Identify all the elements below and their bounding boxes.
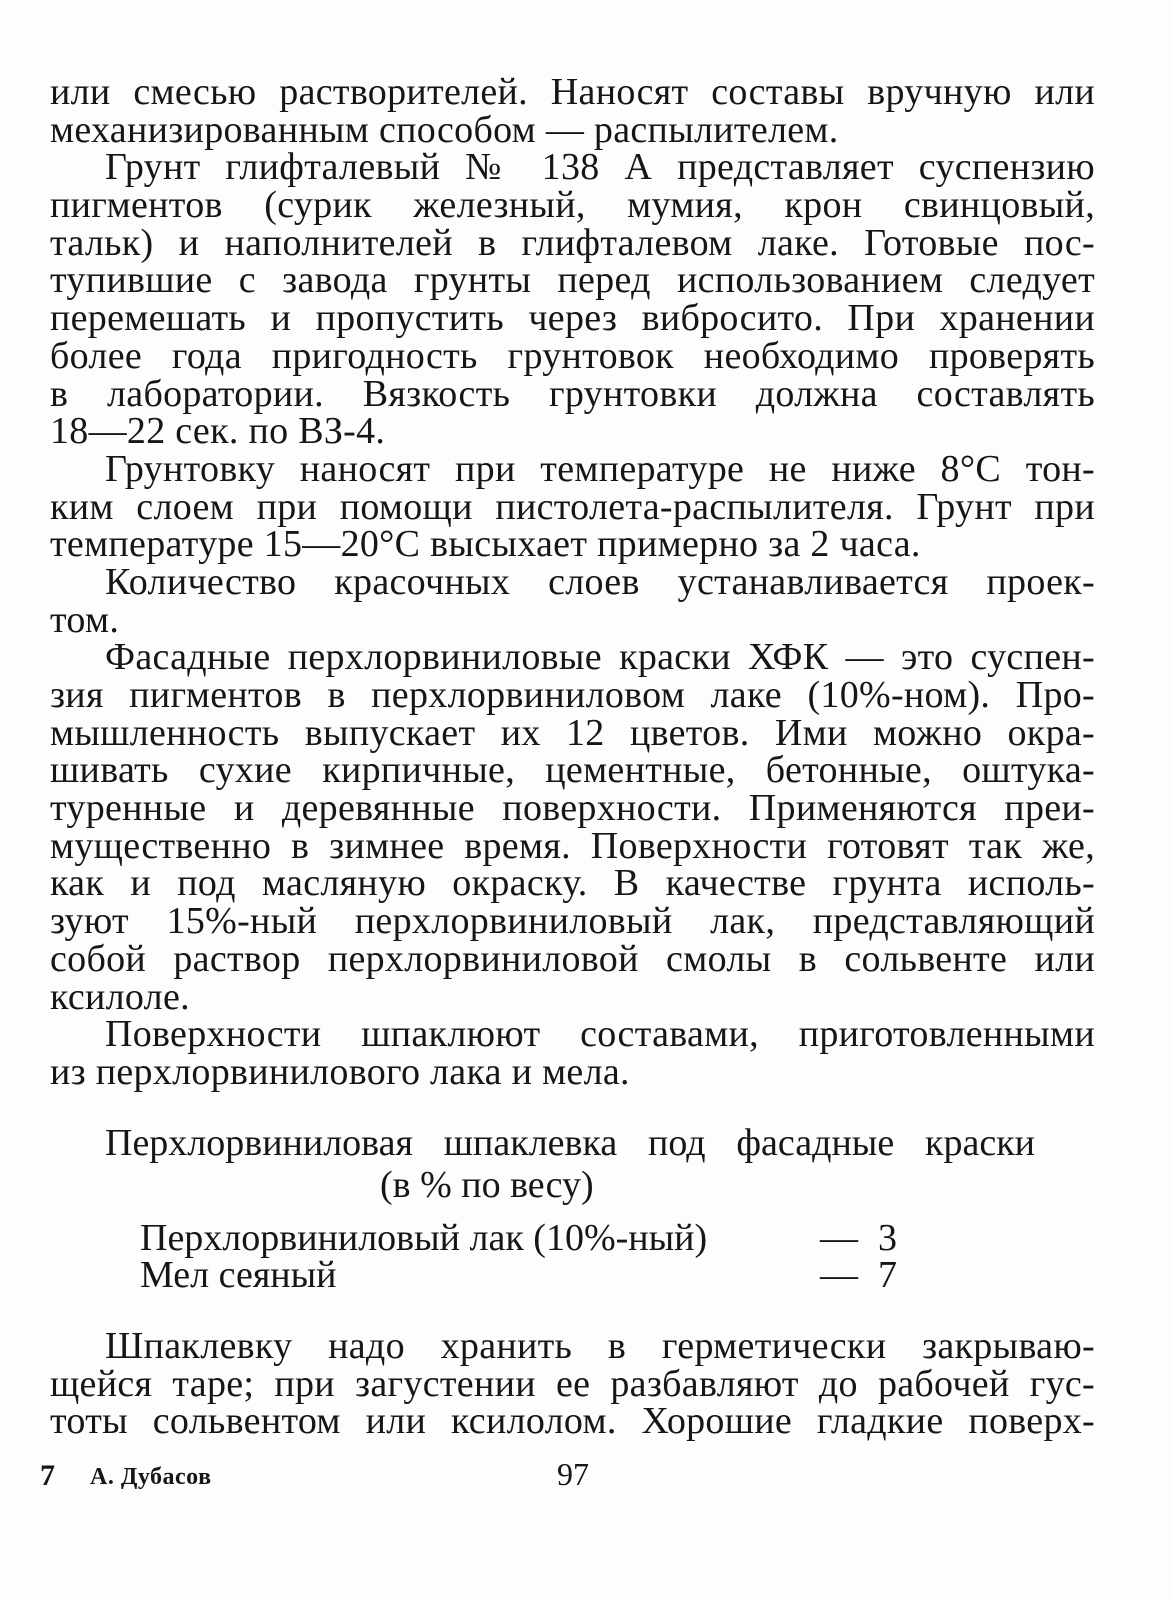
text-line: температуре 15—20°С высыхает примерно за 2 часа. (50, 523, 921, 566)
recipe-row (140, 1254, 920, 1296)
text-line: как и под масляную окраску. В качестве грунта исполь- (50, 862, 1095, 905)
ingredient-name: Мел сеяный (140, 1254, 337, 1296)
text-line: Шпаклевку надо хранить в герметически закрываю- (105, 1325, 1095, 1367)
ingredient-name: Перхлорвиниловый лак (10%-ный) (140, 1217, 708, 1259)
text-line: зия пигментов в перхлорвиниловом лаке (10%-ном). Про- (50, 674, 1095, 716)
paragraph (50, 560, 1095, 641)
text-line: тальк) и наполнителей в глифталевом лаке. Готовые пос- (50, 221, 1095, 264)
signature-number: 7 (40, 1459, 55, 1492)
ingredient-dash: — (820, 1254, 858, 1296)
closing-paragraph (50, 1325, 1095, 1443)
author-name: А. Дубасов (90, 1464, 212, 1490)
text-line: тупившие с завода грунты перед использованием следует (50, 259, 1095, 302)
text-line: Грунтовку наносят при температуре не ниже 8°С тон- (105, 447, 1095, 490)
paragraph (50, 146, 1095, 453)
text-line: в лаборатории. Вязкость грунтовки должна составлять (50, 372, 1095, 415)
ingredient-value: 3 (878, 1217, 897, 1259)
paragraph (50, 1013, 1095, 1093)
text-line: Количество красочных слоев устанавливается проек- (105, 560, 1095, 603)
ingredient-value: 7 (878, 1254, 897, 1296)
text-line: мышленность выпускает их 12 цветов. Ими можно окра- (50, 711, 1095, 754)
text-line: зуют 15%-ный перхлорвиниловый лак, представляющий (50, 900, 1095, 943)
text-line: Фасадные перхлорвиниловые краски ХФК — это суспен- (105, 636, 1095, 679)
text-line: механизированным способом — распылителем. (50, 108, 839, 151)
text-line: Грунт глифталевый № 138 А представляет суспензию (105, 146, 1095, 189)
text-line: щейся таре; при загустении ее разбавляют до рабочей гус- (50, 1362, 1095, 1405)
recipe-row (140, 1217, 920, 1259)
text-line: тоты сольвентом или ксилолом. Хорошие гладкие поверх- (50, 1400, 1095, 1443)
paragraph (50, 636, 1095, 1018)
text-line: мущественно в зимнее время. Поверхности готовят так же, (50, 824, 1095, 867)
body-text (50, 71, 1095, 1093)
text-line: перемешать и пропустить через вибросито. При хранении (50, 297, 1095, 340)
text-line: ким слоем при помощи пистолета-распылителя. Грунт при (50, 485, 1095, 528)
text-line: шивать сухие кирпичные, цементные, бетонные, оштука- (50, 749, 1095, 792)
text-line: Поверхности шпаклюют составами, приготовленными (105, 1013, 1095, 1056)
text-line: пигментов (сурик железный, мумия, крон свинцовый, (50, 184, 1095, 227)
text-line: из перхлорвинилового лака и мела. (50, 1050, 630, 1093)
text-line: туренные и деревянные поверхности. Применяются преи- (50, 787, 1095, 830)
text-line: том. (50, 598, 120, 641)
ingredient-dash: — (820, 1217, 858, 1259)
recipe-subtitle: (в % по весу) (380, 1164, 594, 1206)
text-line: ксилоле. (50, 975, 190, 1018)
paragraph (50, 447, 1095, 566)
text-line: собой раствор перхлорвиниловой смолы в сольвенте или (50, 937, 1095, 980)
page-number: 97 (557, 1456, 589, 1492)
text-line: или смесью растворителей. Наносят составы вручную или (50, 71, 1095, 113)
paragraph (50, 71, 1095, 151)
recipe-title: Перхлорвиниловая шпаклевка под фасадные краски (105, 1122, 1035, 1164)
text-line: более года пригодность грунтовок необходимо проверять (50, 334, 1095, 377)
text-line: 18—22 сек. по ВЗ-4. (50, 410, 386, 453)
